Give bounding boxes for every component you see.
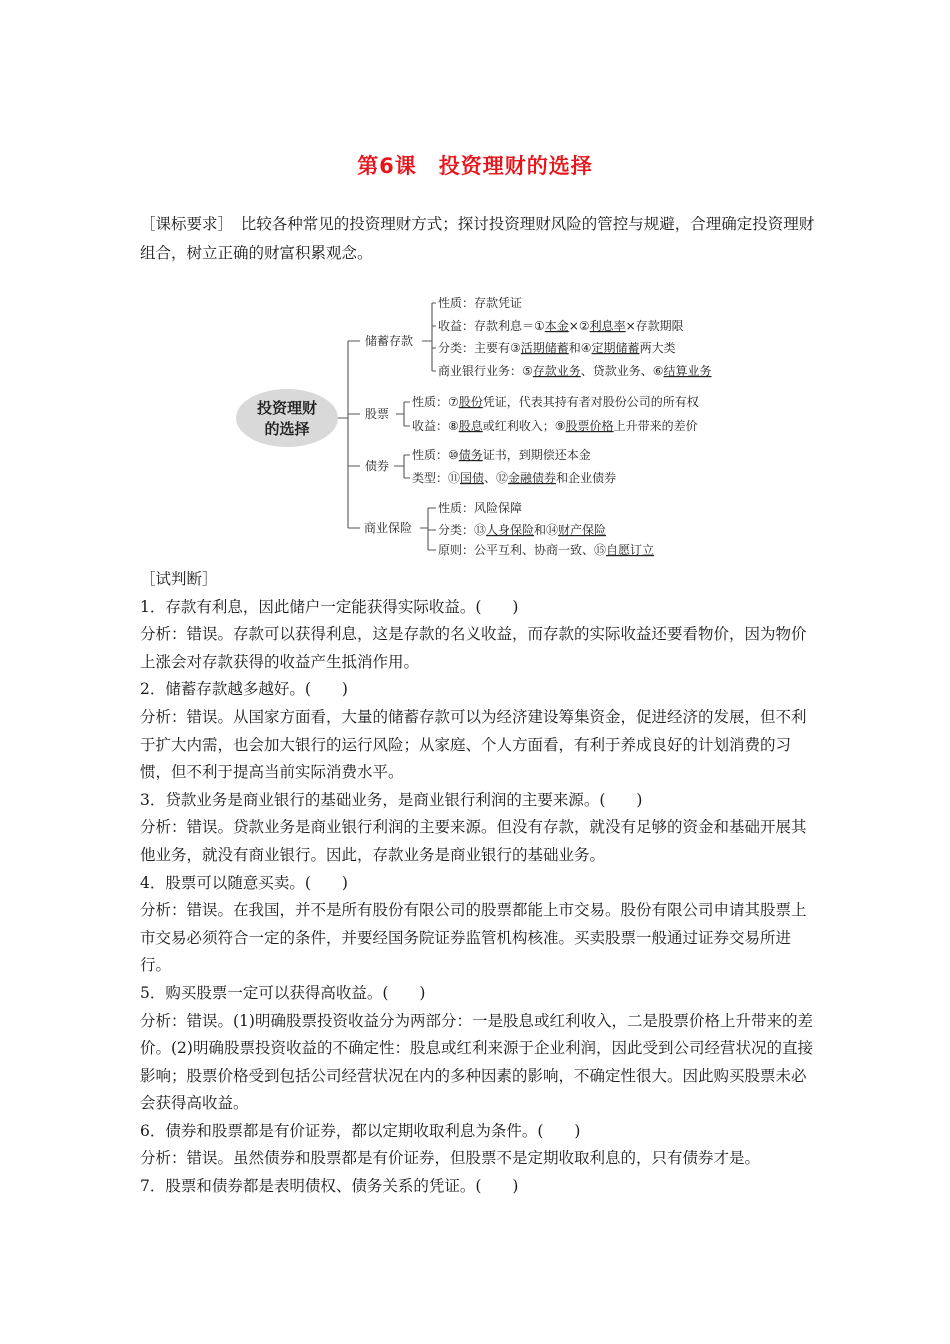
judgment-section bbox=[140, 566, 815, 1201]
question-5: 5．购买股票一定可以获得高收益。( ) bbox=[140, 983, 426, 1002]
question-7: 7．股票和债券都是表明债权、债务关系的凭证。( ) bbox=[140, 1177, 519, 1196]
root-label-2: 的选择 bbox=[264, 420, 310, 438]
root-node bbox=[236, 389, 338, 447]
analysis-1: 分析：错误。存款可以获得利息，这是存款的名义收益，而存款的实际收益还要看物价，因为物价上涨会对存款获得的收益产生抵消作用。 bbox=[140, 625, 807, 671]
stock-income: 收益：⑧股息或红利收入；⑨股票价格上升带来的差价 bbox=[412, 419, 698, 433]
analysis-6: 分析：错误。虽然债券和股票都是有价证券，但股票不是定期收取利息的，只有债券才是。 bbox=[140, 1149, 761, 1168]
branch-bond: 债券 bbox=[365, 459, 390, 473]
branch-insurance: 商业保险 bbox=[364, 521, 413, 535]
analysis-3: 分析：错误。贷款业务是商业银行利润的主要来源。但没有存款，就没有足够的资金和基础开展其他业务，就没有商业银行。因此，存款业务是商业银行的基础业务。 bbox=[140, 818, 807, 864]
insurance-principles: 原则：公平互利、协商一致、⑮自愿订立 bbox=[438, 543, 655, 557]
savings-types: 分类：主要有③活期储蓄和④定期储蓄两大类 bbox=[438, 341, 676, 355]
stock-nature: 性质：⑦股份凭证，代表其持有者对股份公司的所有权 bbox=[412, 395, 699, 409]
requirements-tag: ［课标要求］ bbox=[140, 215, 226, 233]
analysis-5: 分析：错误。(1)明确股票投资收益分为两部分：一是股息或红利收入，二是股票价格上升带来的差价。(2)明确股票投资收益的不确定性：股息或红利来源于企业利润，因此受到公司经营状况的直接影响；股票价格受到包括公司经营状况在内的多种因素的影响，不确定性很大。因此购买股票未必会获得高收益。 bbox=[140, 1011, 813, 1113]
branch-stock: 股票 bbox=[365, 407, 390, 421]
savings-nature: 性质：存款凭证 bbox=[438, 296, 523, 310]
savings-bank-business: 商业银行业务：⑤存款业务、贷款业务、⑥结算业务 bbox=[438, 364, 712, 378]
question-2: 2．储蓄存款越多越好。( ) bbox=[140, 680, 348, 699]
question-4: 4．股票可以随意买卖。( ) bbox=[140, 873, 348, 892]
insurance-nature: 性质：风险保障 bbox=[438, 501, 523, 515]
savings-income: 收益：存款利息＝①本金×②利息率×存款期限 bbox=[438, 319, 684, 333]
requirements-text: 比较各种常见的投资理财方式；探讨投资理财风险的管控与规避，合理确定投资理财组合，树立正确的财富积累观念。 bbox=[140, 215, 815, 262]
question-3: 3．贷款业务是商业银行的基础业务，是商业银行利润的主要来源。( ) bbox=[140, 790, 643, 809]
analysis-2: 分析：错误。从国家方面看，大量的储蓄存款可以为经济建设筹集资金，促进经济的发展，但不利于扩大内需，也会加大银行的运行风险；从家庭、个人方面看，有利于养成良好的计划消费的习惯，但不利于提高当前实际消费水平。 bbox=[140, 707, 807, 782]
judgment-header: ［试判断］ bbox=[140, 570, 218, 588]
bond-nature: 性质：⑩债务证书，到期偿还本金 bbox=[412, 448, 591, 462]
lesson-title: 第6课 投资理财的选择 bbox=[357, 154, 593, 178]
analysis-4: 分析：错误。在我国，并不是所有股份有限公司的股票都能上市交易。股份有限公司申请其股票上市交易必须符合一定的条件，并要经国务院证券监管机构核准。买卖股票一般通过证券交易所进行。 bbox=[140, 901, 807, 975]
question-6: 6．债券和股票都是有价证券，都以定期收取利息为条件。( ) bbox=[140, 1121, 581, 1140]
root-label-1: 投资理财 bbox=[256, 399, 318, 417]
branch-savings: 储蓄存款 bbox=[365, 334, 414, 348]
question-1: 1．存款有利息，因此储户一定能获得实际收益。( ) bbox=[140, 597, 519, 616]
insurance-types: 分类：⑬人身保险和⑭财产保险 bbox=[438, 523, 607, 537]
bond-types: 类型：⑪国债、⑫金融债券和企业债券 bbox=[412, 471, 617, 485]
